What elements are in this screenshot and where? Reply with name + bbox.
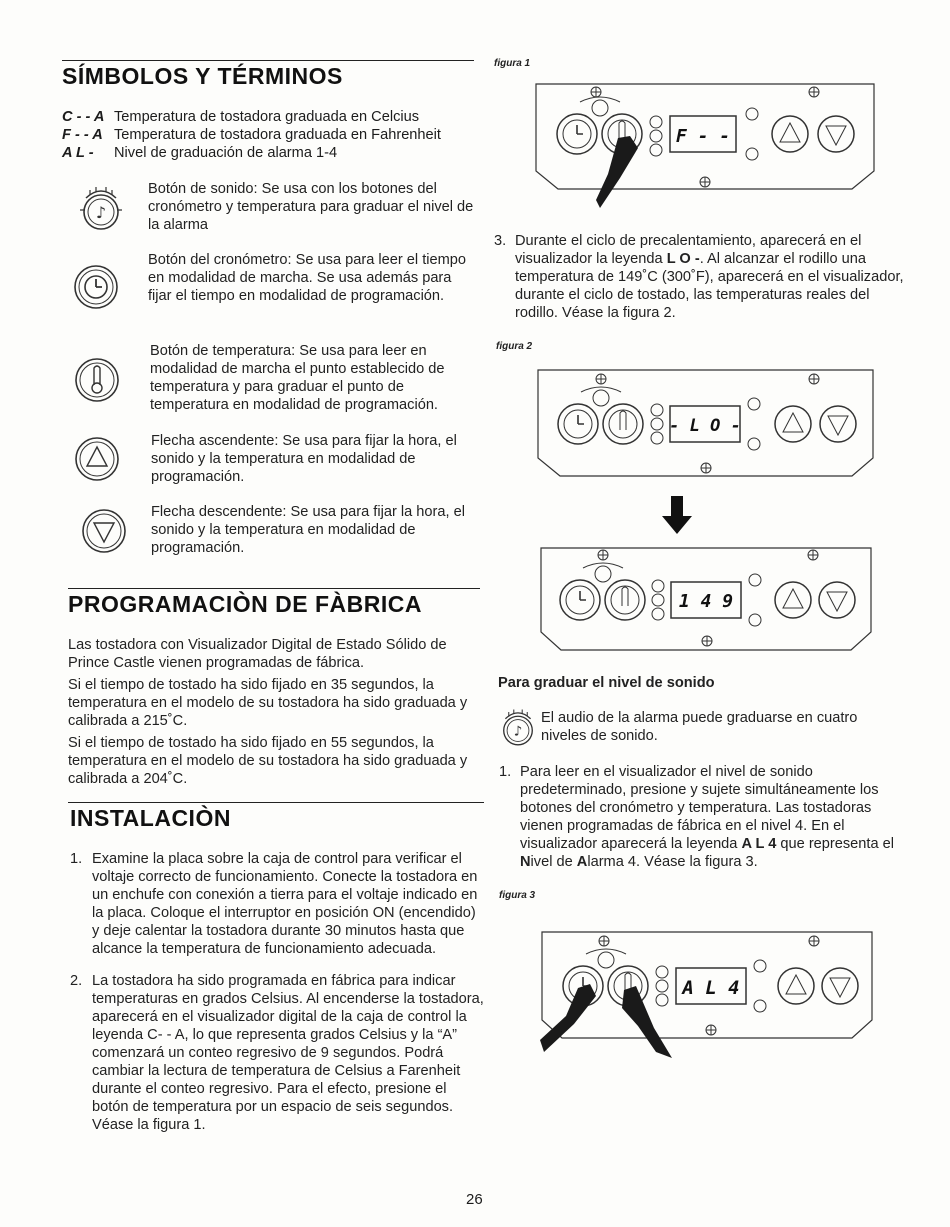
step-text-end: larma 4. Véase la figura 3.	[587, 854, 758, 870]
temperature-button-icon	[72, 355, 122, 405]
emphasis-letter: N	[520, 854, 531, 870]
screw-icon	[809, 936, 819, 946]
timer-button-icon	[560, 580, 600, 620]
up-arrow-button-icon	[775, 406, 811, 442]
preheat-step	[494, 232, 904, 322]
timer-button-icon	[557, 114, 597, 154]
factory-text	[68, 636, 480, 788]
term-row	[62, 108, 482, 126]
pressing-hand-icon	[622, 986, 672, 1058]
indicator-leds-icon	[656, 966, 668, 1006]
screw-icon	[809, 374, 819, 384]
step-text	[494, 232, 904, 322]
step-text-start: Durante el ciclo de precalentamiento, aparecerá en el visualizador la leyenda	[515, 233, 862, 267]
sound-button-icon	[76, 184, 126, 234]
temperature-button-icon	[603, 404, 643, 444]
screw-icon	[706, 1025, 716, 1035]
term-row	[62, 144, 482, 162]
term-text: Temperatura de tostadora graduada en Celcius	[114, 109, 420, 125]
timer-button-icon	[71, 262, 121, 312]
step-number: 3.	[494, 233, 507, 249]
term-key: C - - A	[62, 109, 105, 125]
factory-paragraph: Si el tiempo de tostado ha sido fijado en 35 segundos, la temperatura en el modelo de su tostadora ha sido graduada y calibrada a 215˚C.	[68, 677, 468, 729]
display-readout: 1 4 9	[678, 591, 734, 612]
terms-list	[62, 108, 482, 162]
term-key: A L -	[62, 145, 94, 161]
install-step	[70, 850, 486, 958]
term-text: Temperatura de tostadora graduada en Fahrenheit	[114, 127, 441, 143]
step-text-end: . Al alcanzar el rodillo una temperatura de 149˚C (300˚F), aparecerá en el visualizador, durante el ciclo de tostado, las temperaturas reales del rodillo. Véase la figura 2.	[515, 251, 904, 321]
screw-icon	[808, 550, 818, 560]
screw-icon	[596, 374, 606, 384]
factory-top-rule	[68, 588, 480, 589]
up-arrow-description: Flecha ascendente: Se usa para fijar la hora, el sonido y la temperatura en modalidad de programación.	[151, 433, 457, 485]
indicator-leds-icon	[748, 398, 760, 450]
factory-title: PROGRAMACIÒN DE FÀBRICA	[68, 591, 422, 617]
up-arrow-button-icon	[72, 434, 122, 484]
sound-button-icon	[581, 387, 621, 406]
indicator-leds-icon	[749, 574, 761, 626]
sound-button-description: Botón de sonido: Se usa con los botones del cronómetro y temperatura para graduar el nivel de la alarma	[148, 181, 474, 233]
up-arrow-button-icon	[772, 116, 808, 152]
step-text-start: Para leer en el visualizador el nivel de sonido predeterminado, presione y sujete simultáneamente los botones del cronómetro y temperatura. Las tostadoras vienen programadas de fábrica en el nivel 4. En el visualizador aparecerá la leyenda	[520, 764, 879, 852]
term-text: Nivel de graduación de alarma 1-4	[114, 145, 338, 161]
display-legend: A L 4	[741, 836, 777, 852]
pressing-hand-icon	[596, 136, 638, 208]
step-text-mid: que representa el	[776, 836, 895, 852]
down-arrow-button-icon	[818, 116, 854, 152]
screw-icon	[809, 87, 819, 97]
screw-icon	[599, 936, 609, 946]
install-step	[70, 972, 486, 1134]
step-number: 1.	[499, 764, 512, 780]
term-row	[62, 126, 482, 144]
install-title: INSTALACIÒN	[70, 805, 231, 831]
screw-icon	[598, 550, 608, 560]
up-arrow-button-icon	[775, 582, 811, 618]
display-readout: - L O -	[669, 416, 741, 436]
screw-icon	[700, 177, 710, 187]
term-key: F - - A	[62, 127, 103, 143]
timer-button-icon	[558, 404, 598, 444]
temperature-button-icon	[605, 580, 645, 620]
up-arrow-button-icon	[778, 968, 814, 1004]
indicator-leds-icon	[652, 580, 664, 620]
factory-paragraph: Si el tiempo de tostado ha sido fijado en 55 segundos, la temperatura en el modelo de su tostadora ha sido graduada y calibrada a 204˚C.	[68, 735, 468, 787]
screw-icon	[591, 87, 601, 97]
step-text: Examine la placa sobre la caja de control para verificar el voltaje correcto de funcionamiento. Conecte la tostadora en un enchufe con conexión a tierra para el voltaje indicado en la placa. Coloque el interruptor en posición ON (encendido) y deje calentar la tostadora durante 30 minutos hasta que alcance la temperatura de funcionamiento adecuada.	[92, 851, 478, 957]
indicator-leds-icon	[746, 108, 758, 160]
sound-level-heading: Para graduar el nivel de sonido	[498, 675, 715, 691]
down-arrow-button-icon	[819, 582, 855, 618]
svg-text:♪: ♪	[95, 203, 107, 222]
timer-button-description: Botón del cronómetro: Se usa para leer el tiempo en modalidad de marcha. Se usa además para fijar el tiempo en modalidad de programación.	[148, 252, 466, 304]
down-arrow-button-icon	[820, 406, 856, 442]
sound-button-icon	[586, 949, 626, 968]
step-text-mid: ivel de	[530, 854, 577, 870]
figure-3-label: figura 3	[499, 890, 536, 901]
figure-2-control-panel-toasting	[537, 544, 877, 656]
install-top-rule	[68, 802, 484, 803]
figure-2-label: figura 2	[496, 341, 533, 352]
sound-button-icon	[583, 563, 623, 582]
install-steps	[70, 850, 486, 1146]
display-readout: F - -	[675, 126, 731, 147]
step-text	[499, 763, 911, 871]
display-legend: L O -	[666, 251, 700, 267]
down-arrow-button-icon	[79, 506, 129, 556]
page-number: 26	[466, 1191, 483, 1208]
figure-1-control-panel	[530, 78, 880, 223]
down-arrow-button-icon	[822, 968, 858, 1004]
display-readout: A L 4	[682, 977, 740, 999]
indicator-leds-icon	[651, 404, 663, 444]
temperature-button-description: Botón de temperatura: Se usa para leer en modalidad de marcha el punto establecido de temperatura y para graduar el punto de temperatura en modalidad de programación.	[150, 343, 445, 413]
svg-text:♪: ♪	[513, 724, 523, 740]
symbols-top-rule	[62, 60, 474, 61]
sound-level-intro: El audio de la alarma puede graduarse en cuatro niveles de sonido.	[541, 710, 858, 744]
screw-icon	[702, 636, 712, 646]
down-arrow-description: Flecha descendente: Se usa para fijar la hora, el sonido y la temperatura en modalidad de programación.	[151, 504, 465, 556]
step-number: 1.	[70, 851, 83, 867]
figure-1-label: figura 1	[494, 58, 531, 69]
sound-level-step	[499, 763, 911, 871]
factory-paragraph: Las tostadora con Visualizador Digital de Estado Sólido de Prince Castle vienen programadas de fábrica.	[68, 637, 447, 671]
indicator-leds-icon	[650, 116, 662, 156]
emphasis-letter: A	[576, 854, 588, 870]
down-arrow-indicator-icon	[662, 496, 692, 536]
indicator-leds-icon	[754, 960, 766, 1012]
sound-button-icon	[497, 707, 539, 749]
pressing-hand-icon	[540, 984, 596, 1052]
sound-button-icon	[580, 97, 620, 116]
screw-icon	[701, 463, 711, 473]
step-text: La tostadora ha sido programada en fábrica para indicar temperaturas en grados Celsius. Al encenderse la tostadora, aparecerá en el visualizador digital de la caja de control la leyenda C- - A, lo que representa grados Celsius y la “A” comenzará un conteo regresivo de 9 segundos. Podrá cambiar la lectura de temperatura de Celsius a Farenheit durante el conteo regresivo. Para el efecto, presione el botón de temperatura por un espacio de seis segundos. Véase la figura 1.	[92, 973, 484, 1133]
symbols-title: SÍMBOLOS Y TÉRMINOS	[62, 63, 343, 89]
figure-3-control-panel	[538, 928, 878, 1063]
figure-2-control-panel-preheat	[534, 366, 879, 484]
step-number: 2.	[70, 973, 83, 989]
